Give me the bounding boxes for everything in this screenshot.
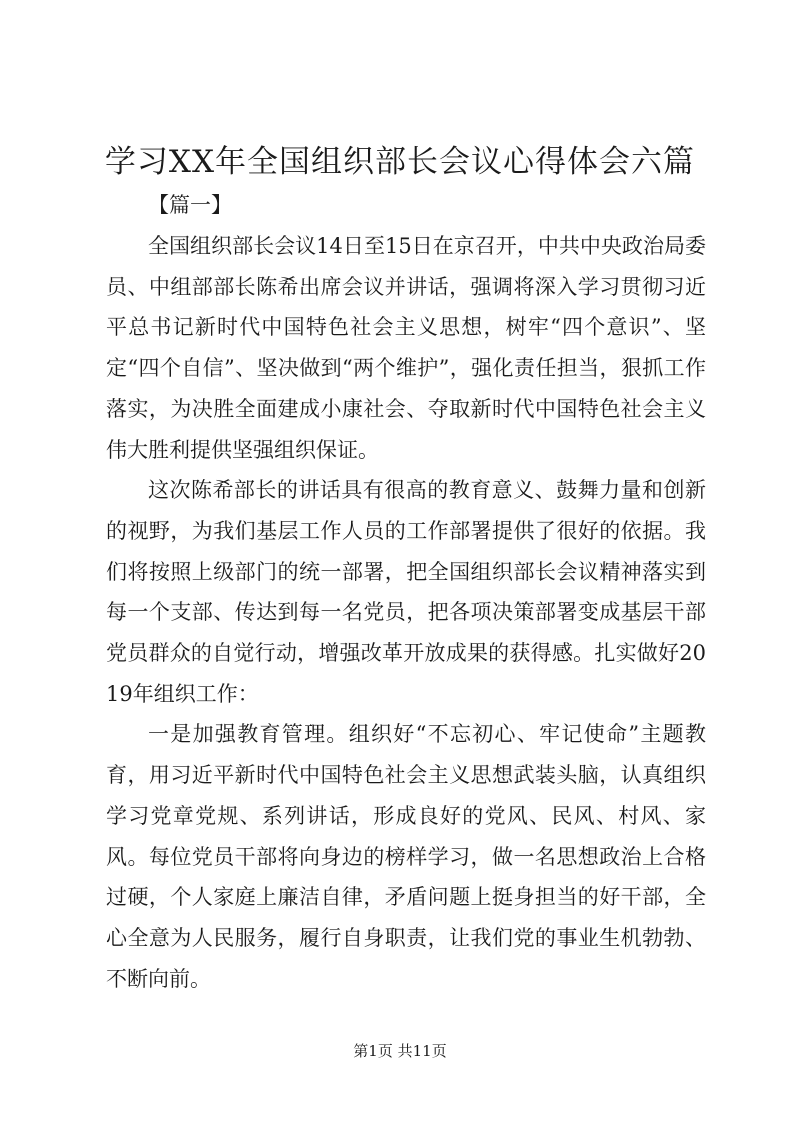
paragraph: 一是加强教育管理。组织好“不忘初心、牢记使命”主题教育，用习近平新时代中国特色社会主义思想武装头脑，认真组织学习党章党规、系列讲话，形成良好的党风、民风、村风、家风。每位党员干部将向身边的榜样学习，做一名思想政治上合格过硬，个人家庭上廉洁自律，矛盾问题上挺身担当的好干部，全心全意为人民服务，履行自身职责，让我们党的事业生机勃勃、不断向前。 [106,722,706,991]
section-label: 【篇一】 [148,193,232,217]
document-title: 学习XX年全国组织部长会议心得体会六篇 [104,144,696,180]
page-footer: 第1页 共11页 [353,1042,447,1060]
paragraph: 全国组织部长会议14日至15日在京召开，中共中央政治局委员、中组部部长陈希出席会议并讲话，强调将深入学习贯彻习近平总书记新时代中国特色社会主义思想，树牢“四个意识”、坚定“四个自信”、坚决做到“两个维护”，强化责任担当，狠抓工作落实，为决胜全面建成小康社会、夺取新时代中国特色社会主义伟大胜利提供坚强组织保证。 [106,234,706,462]
document-body [106,226,706,999]
paragraph: 这次陈希部长的讲话具有很高的教育意义、鼓舞力量和创新的视野，为我们基层工作人员的工作部署提供了很好的依据。我们将按照上级部门的统一部署，把全国组织部长会议精神落实到每一个支部、传达到每一名党员，把各项决策部署变成基层干部党员群众的自觉行动，增强改革开放成果的获得感。扎实做好2019年组织工作： [106,478,706,706]
